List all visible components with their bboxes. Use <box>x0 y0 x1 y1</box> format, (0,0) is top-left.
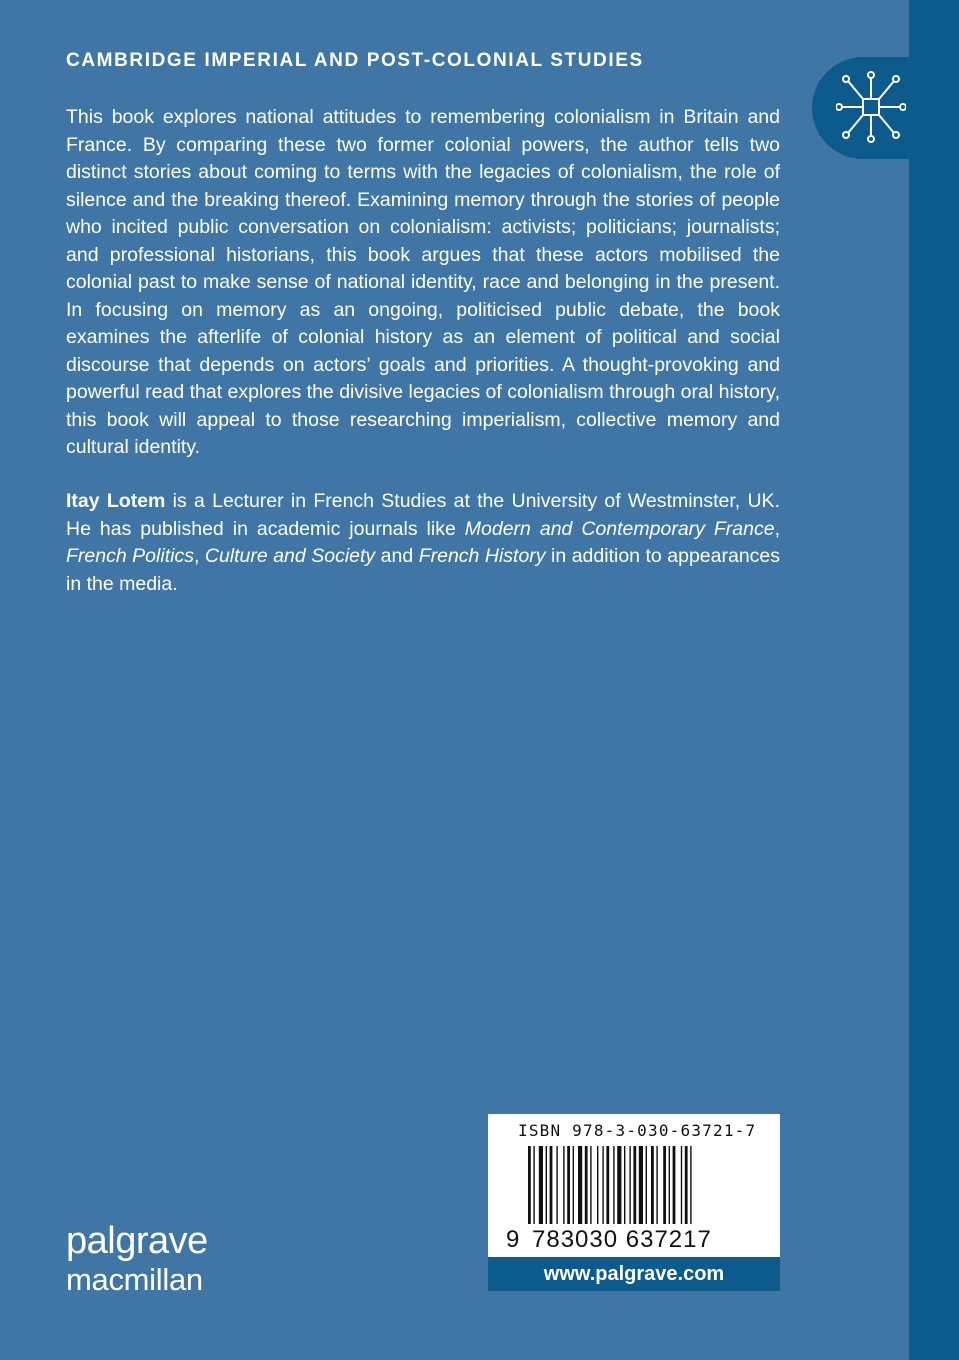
barcode-bar <box>685 1146 688 1224</box>
isbn-label: ISBN 978-3-030-63721-7 <box>518 1121 757 1140</box>
bio-separator: , <box>193 545 205 567</box>
series-title: CAMBRIDGE IMPERIAL AND POST-COLONIAL STUDIES <box>66 50 644 71</box>
book-description: This book explores national attitudes to remembering colonialism in Britain and France. By comparing these two former colonial powers, the author tells two distinct stories about coming to terms with the legacies of colonialism, the role of silence and the breaking thereof. Examining memory through the stories of people who incited public conversation on colonialism: activists; politicians; journalists; and professional historians, this book argues that these actors mobilised the colonial past to make sense of national identity, race and belonging in the present. In focusing on memory as an ongoing, politicised public debate, the book examines the afterlife of colonial history as an element of political and social discourse that depends on actors’ goals and priorities. A thought-provoking and powerful read that explores the divisive legacies of colonialism through oral history, this book will appeal to those researching imperialism, collective memory and cultural identity. <box>66 106 780 458</box>
barcode-bar <box>567 1146 570 1224</box>
journal-title: Culture and Society <box>204 545 376 567</box>
spine-strip <box>909 0 959 1360</box>
barcode-bar <box>663 1146 666 1224</box>
barcode-first-digit: 9 <box>506 1226 520 1253</box>
barcode-bar <box>673 1146 676 1224</box>
network-node-icon <box>836 69 906 145</box>
barcode-bar <box>533 1146 534 1224</box>
author-bio <box>66 488 780 598</box>
barcode-bar <box>639 1146 643 1224</box>
barcode-bar <box>613 1146 614 1224</box>
barcode-bar <box>573 1146 574 1224</box>
barcode-bar <box>602 1146 603 1224</box>
barcode-bar <box>617 1146 621 1224</box>
journal-title: French Politics <box>66 545 194 567</box>
barcode-bar <box>669 1146 670 1224</box>
barcode-bar <box>690 1146 691 1224</box>
barcode-bar <box>578 1146 582 1224</box>
barcode-bar <box>651 1146 654 1224</box>
publisher-name-line2: macmillan <box>66 1262 203 1297</box>
barcode-bar <box>590 1146 591 1224</box>
barcode-bar <box>606 1146 609 1224</box>
author-name: Itay Lotem <box>66 490 166 512</box>
barcode-bar <box>550 1146 553 1224</box>
series-badge <box>812 57 909 159</box>
publisher-logo <box>66 1222 208 1295</box>
journal-title: French History <box>418 545 546 567</box>
bio-text: is a Lecturer in French Studies at the University of Westminster, UK. He has published in academic journals like <box>66 490 780 540</box>
barcode-panel <box>488 1114 780 1257</box>
journal-title: Modern and Contemporary France <box>464 517 775 540</box>
barcode-bar <box>546 1146 547 1224</box>
bio-separator: and <box>375 545 419 567</box>
barcode-bar <box>624 1146 625 1224</box>
barcode-bar <box>646 1146 647 1224</box>
barcode-bar <box>528 1146 531 1224</box>
website-url: www.palgrave.com <box>488 1257 780 1291</box>
barcode-bar <box>556 1146 557 1224</box>
barcode-bar <box>585 1146 588 1224</box>
bio-text: in addition to appearances in the media. <box>66 545 781 595</box>
publisher-name-line1: palgrave <box>66 1220 208 1262</box>
barcode-bar <box>563 1146 564 1224</box>
barcode-bar <box>597 1146 598 1224</box>
barcode-digits: 783030 637217 <box>532 1226 712 1253</box>
barcode-bar <box>539 1146 543 1224</box>
barcode-bar <box>633 1146 636 1224</box>
barcode-icon <box>528 1146 748 1228</box>
bio-separator: , <box>774 517 780 540</box>
barcode-bar <box>629 1146 630 1224</box>
barcode-bar <box>681 1146 682 1224</box>
barcode-bar <box>656 1146 657 1224</box>
